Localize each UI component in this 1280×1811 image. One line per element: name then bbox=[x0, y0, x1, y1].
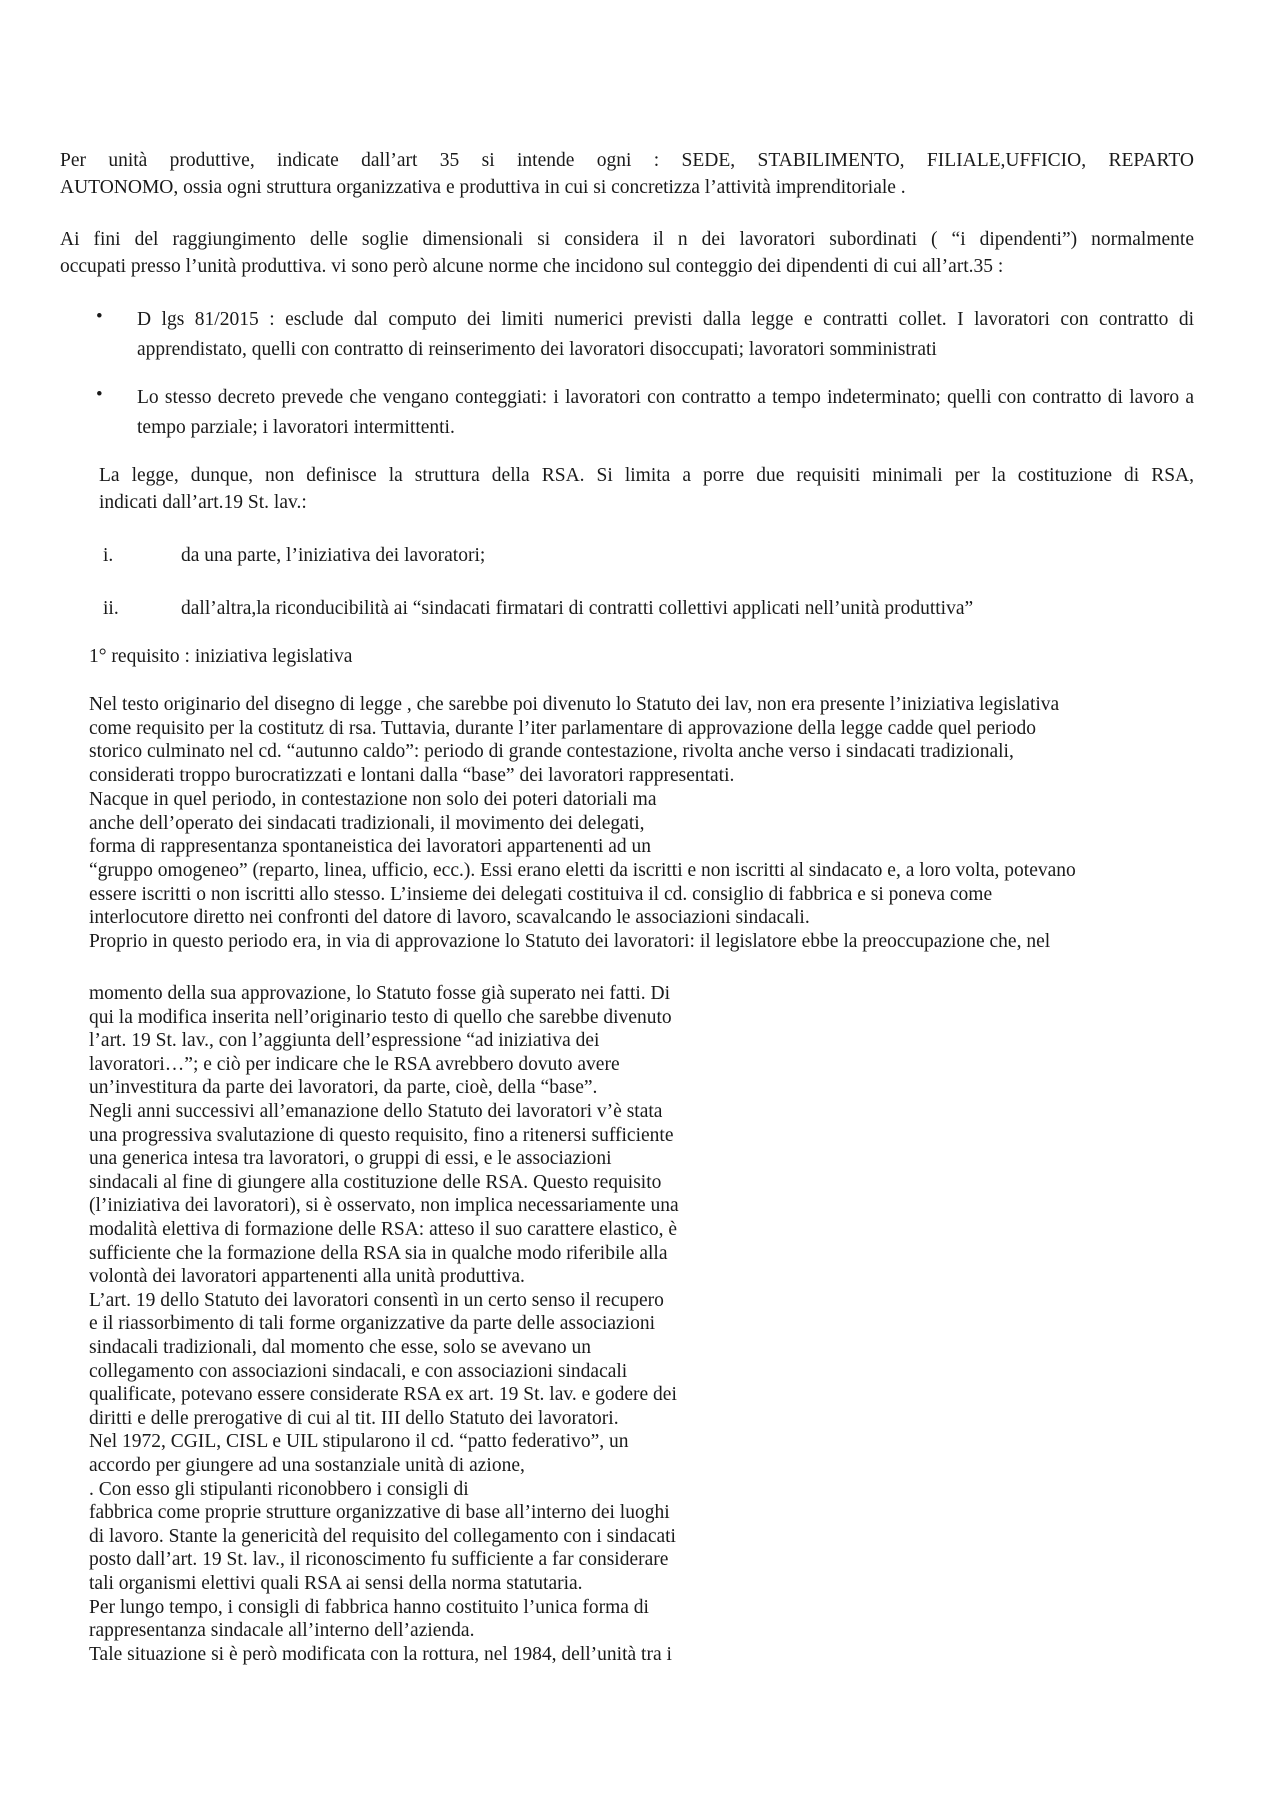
body-line: storico culminato nel cd. “autunno caldo”: periodo di grande contestazione, rivolta anche verso i sindacati tradizionali, bbox=[89, 741, 1014, 763]
section-heading: 1° requisito : iniziativa legislativa bbox=[89, 646, 353, 667]
body-line: diritti e delle prerogative di cui al tit. III dello Statuto dei lavoratori. bbox=[89, 1407, 619, 1429]
roman-numeral: i. bbox=[103, 545, 114, 566]
body-line: modalità elettiva di formazione delle RSA: atteso il suo carattere elastico, è bbox=[89, 1219, 678, 1240]
body-line: sindacali al fine di giungere alla costituzione delle RSA. Questo requisito bbox=[89, 1171, 662, 1193]
roman-numeral: ii. bbox=[103, 598, 119, 619]
body-line: Proprio in questo periodo era, in via di approvazione lo Statuto dei lavoratori: il legislatore ebbe la preoccupazione che, nel bbox=[89, 931, 1051, 952]
body-line: e il riassorbimento di tali forme organizzative da parte delle associazioni bbox=[89, 1313, 656, 1335]
body-line: considerati troppo burocratizzati e lontani dalla “base” dei lavoratori rappresentati. bbox=[89, 765, 735, 787]
body-line: una generica intesa tra lavoratori, o gruppi di essi, e le associazioni bbox=[89, 1148, 612, 1170]
body-line: interlocutore diretto nei confronti del datore di lavoro, scavalcando le associazioni sindacali. bbox=[89, 907, 810, 929]
body-line: forma di rappresentanza spontaneistica dei lavoratori appartenenti ad un bbox=[89, 836, 652, 858]
body-line: un’investitura da parte dei lavoratori, da parte, cioè, della “base”. bbox=[89, 1077, 598, 1099]
body-line: (l’iniziativa dei lavoratori), si è osservato, non implica necessariamente una bbox=[89, 1195, 679, 1217]
body-line: . Con esso gli stipulanti riconobbero i consigli di bbox=[89, 1478, 469, 1500]
paragraph-line: Per unità produttive, indicate dall’art 35 si intende ogni : SEDE, STABILIMENTO, FILIALE,UFFICIO, REPARTO bbox=[60, 150, 1194, 171]
body-line: L’art. 19 dello Statuto dei lavoratori consentì in un certo senso il recupero bbox=[89, 1289, 664, 1311]
body-line: fabbrica come proprie strutture organizzative di base all’interno dei luoghi bbox=[89, 1502, 670, 1524]
body-line: sufficiente che la formazione della RSA sia in qualche modo riferibile alla bbox=[89, 1242, 668, 1264]
bullet-item-2: Lo stesso decreto prevede che vengano conteggiati: i lavoratori con contratto a tempo indeterminato; quelli con contratto di lavoro a tempo parziale; i lavoratori intermittenti. bbox=[137, 387, 1194, 438]
body-line: Tale situazione si è però modificata con la rottura, nel 1984, dell’unità tra i bbox=[89, 1643, 672, 1665]
roman-item-text: da una parte, l’iniziativa dei lavoratori; bbox=[181, 545, 486, 566]
body-line: Per lungo tempo, i consigli di fabbrica hanno costituito l’unica forma di bbox=[89, 1596, 649, 1618]
body-line: essere iscritti o non iscritti allo stesso. L’insieme dei delegati costituiva il cd. consiglio di fabbrica e si poneva come bbox=[89, 883, 993, 905]
body-line: accordo per giungere ad una sostanziale unità di azione, bbox=[89, 1455, 525, 1476]
body-line: rappresentanza sindacale all’interno dell’azienda. bbox=[89, 1620, 475, 1642]
bullet-marker: • bbox=[96, 384, 103, 405]
body-line: qualificate, potevano essere considerate RSA ex art. 19 St. lav. e godere dei bbox=[89, 1384, 677, 1406]
body-line: Nel testo originario del disegno di legge , che sarebbe poi divenuto lo Statuto dei lav, non era presente l’iniziativa legislativa bbox=[89, 694, 1060, 715]
body-line: una progressiva svalutazione di questo requisito, fino a ritenersi sufficiente bbox=[89, 1124, 674, 1146]
paragraph-line: indicati dall’art.19 St. lav.: bbox=[99, 492, 307, 513]
body-line: come requisito per la costitutz di rsa. Tuttavia, durante l’iter parlamentare di approvazione della legge cadde quel periodo bbox=[89, 717, 1037, 739]
body-line: lavoratori…”; e ciò per indicare che le RSA avrebbero dovuto avere bbox=[89, 1053, 620, 1075]
paragraph-requisiti bbox=[99, 462, 1194, 516]
paragraph-line: Ai fini del raggiungimento delle soglie dimensionali si considera il n dei lavoratori subordinati ( “i dipendenti”) normalmente bbox=[60, 229, 1194, 250]
bullet-item-1: D lgs 81/2015 : esclude dal computo dei limiti numerici previsti dalla legge e contratti collet. I lavoratori con contratto di apprendistato, quelli con contratto di reinserimento dei lavoratori disoccupati; lavoratori somministrati bbox=[137, 309, 1194, 360]
body-line: posto dall’art. 19 St. lav., il riconoscimento fu sufficiente a far considerare bbox=[89, 1549, 669, 1571]
body-line: volontà dei lavoratori appartenenti alla unità produttiva. bbox=[89, 1266, 525, 1288]
roman-item-text: dall’altra,la riconducibilità ai “sindacati firmatari di contratti collettivi applicati nell’unità produttiva” bbox=[181, 598, 974, 619]
body-line: qui la modifica inserita nell’originario testo di quello che sarebbe divenuto bbox=[89, 1006, 672, 1028]
paragraph-soglie bbox=[60, 226, 1194, 280]
body-line: Nel 1972, CGIL, CISL e UIL stipularono il cd. “patto federativo”, un bbox=[89, 1431, 629, 1453]
body-line: collegamento con associazioni sindacali, e con associazioni sindacali bbox=[89, 1360, 628, 1382]
paragraph-line: La legge, dunque, non definisce la struttura della RSA. Si limita a porre due requisiti minimali per la costituzione di RSA, bbox=[99, 465, 1194, 486]
body-line: momento della sua approvazione, lo Statuto fosse già superato nei fatti. Di bbox=[89, 983, 671, 1004]
body-line: sindacali tradizionali, dal momento che esse, solo se avevano un bbox=[89, 1337, 591, 1358]
paragraph-unita-produttive bbox=[60, 147, 1194, 201]
paragraph-line: occupati presso l’unità produttiva. vi sono però alcune norme che incidono sul conteggio dei dipendenti di cui all’art.35 : bbox=[60, 256, 1004, 277]
body-line: di lavoro. Stante la genericità del requisito del collegamento con i sindacati bbox=[89, 1525, 676, 1547]
paragraph-line: AUTONOMO, ossia ogni struttura organizzativa e produttiva in cui si concretizza l’attività imprenditoriale . bbox=[60, 177, 906, 198]
body-line: Negli anni successivi all’emanazione dello Statuto dei lavoratori v’è stata bbox=[89, 1101, 663, 1122]
body-line: Nacque in quel periodo, in contestazione non solo dei poteri datoriali ma bbox=[89, 788, 657, 810]
body-line: “gruppo omogeneo” (reparto, linea, ufficio, ecc.). Essi erano eletti da iscritti e non iscritti al sindacato e, a loro volta, potevano bbox=[89, 859, 1076, 881]
body-line: anche dell’operato dei sindacati tradizionali, il movimento dei delegati, bbox=[89, 812, 645, 834]
bullet-marker: • bbox=[96, 306, 103, 327]
body-line: tali organismi elettivi quali RSA ai sensi della norma statutaria. bbox=[89, 1573, 583, 1594]
body-line: l’art. 19 St. lav., con l’aggiunta dell’espressione “ad iniziativa dei bbox=[89, 1030, 600, 1052]
